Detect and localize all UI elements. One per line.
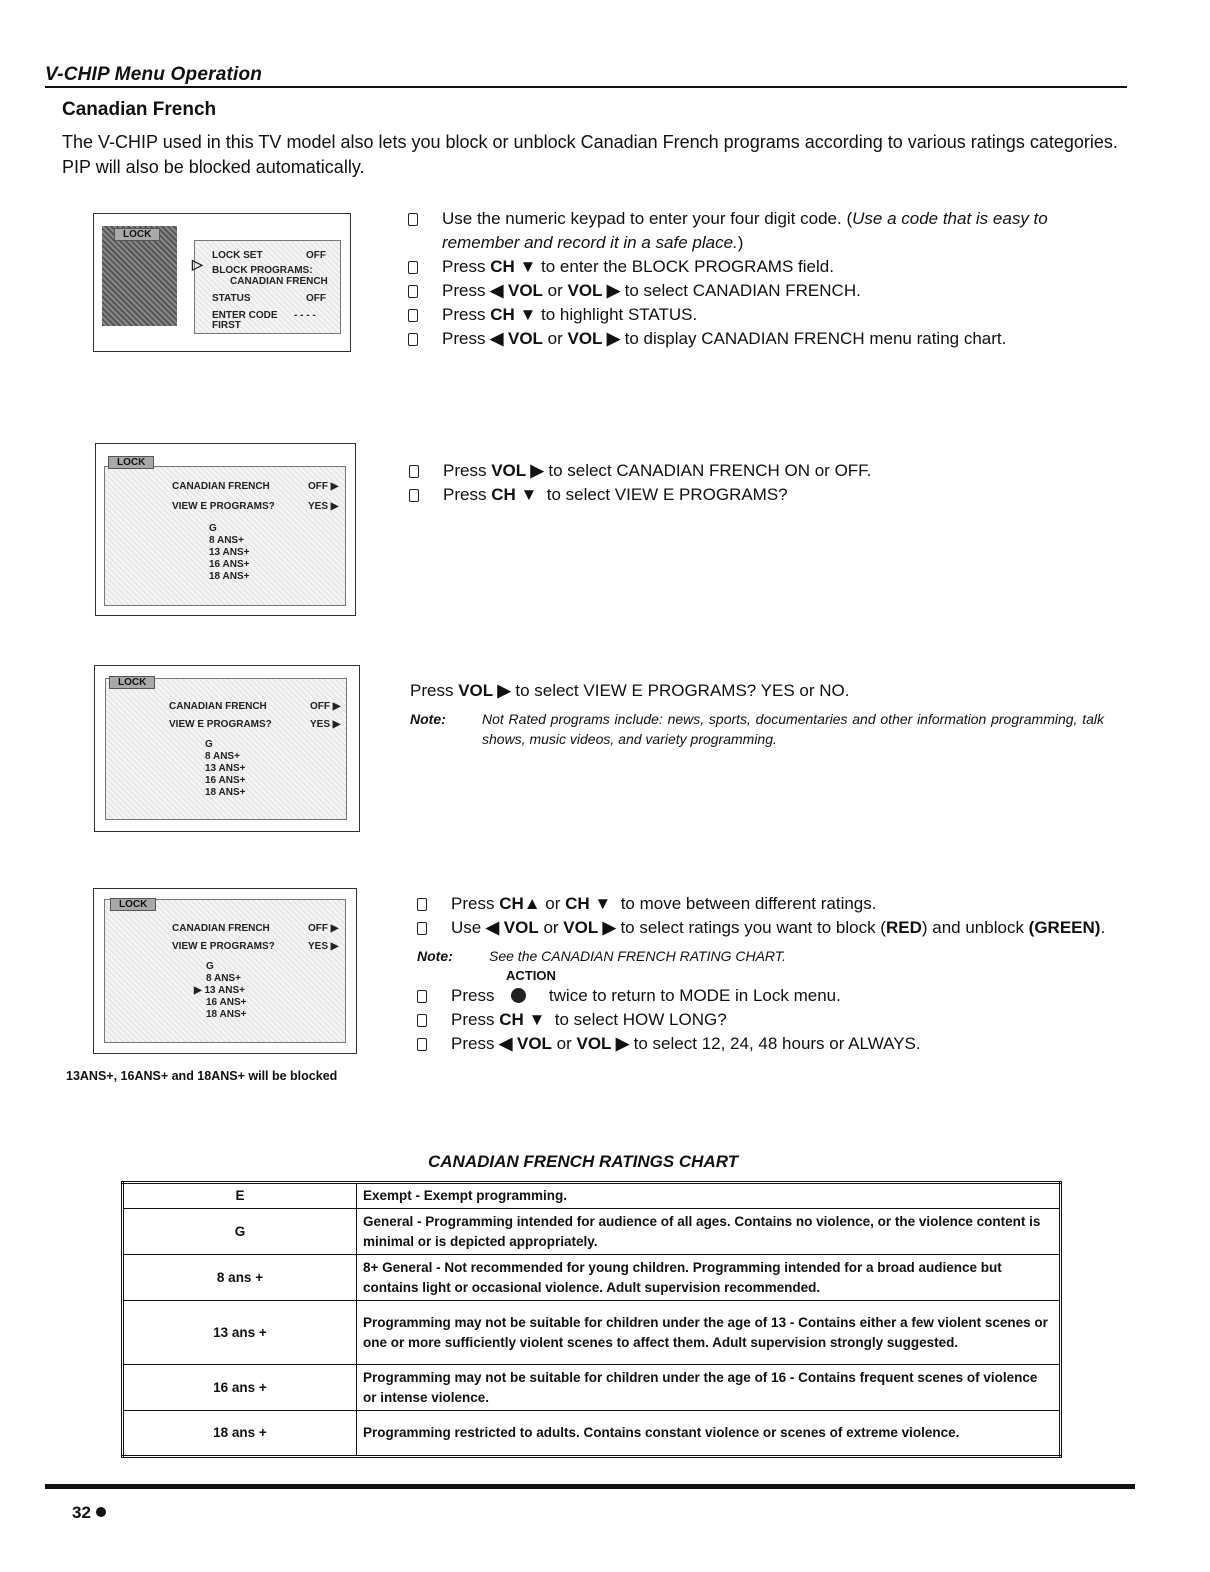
checkbox-bullet-icon (408, 309, 418, 322)
screen-code-value: - - - - (294, 310, 316, 321)
checkbox-bullet-icon (408, 333, 418, 346)
step: Press ◀ VOL or VOL ▶ to display CANADIAN FRENCH menu rating chart. (408, 327, 1108, 351)
screen-canadian-french: CANADIAN FRENCH (172, 481, 270, 492)
step: Press CH ▼ to select HOW LONG? (417, 1008, 1107, 1032)
table-row (123, 1255, 1061, 1301)
steps-block-3 (410, 679, 1110, 749)
ratings-table (121, 1181, 1062, 1458)
screen-first: FIRST (212, 320, 241, 331)
rating-code: 13 ans + (123, 1301, 357, 1365)
rating-code: 18 ans + (123, 1411, 357, 1457)
screen-rating-13: 13 ANS+ (205, 763, 246, 774)
rating-description: Exempt - Exempt programming. (357, 1183, 1061, 1209)
table-row (123, 1411, 1061, 1457)
screen-canadian-french: CANADIAN FRENCH (172, 923, 270, 934)
screen-rating-8: 8 ANS+ (209, 535, 244, 546)
screen-view-e: VIEW E PROGRAMS? (172, 941, 275, 952)
page-number-text: 32 (72, 1503, 91, 1522)
step: Press VOL ▶ to select CANADIAN FRENCH ON or OFF. (409, 459, 1109, 483)
note: Note: Not Rated programs include: news, sports, documentaries and other information programming, talk shows, music videos, and variety programming. (410, 711, 1104, 747)
screen-view-e-value: YES ▶ (308, 501, 339, 512)
rating-description: Programming may not be suitable for children under the age of 16 - Contains frequent scenes of violence or intense violence. (357, 1365, 1061, 1411)
step: Press VOL ▶ to select VIEW E PROGRAMS? YES or NO. (410, 681, 850, 700)
screen-view-e-value: YES ▶ (310, 719, 341, 730)
screen-rating-g: G (206, 961, 214, 972)
checkbox-bullet-icon (417, 898, 427, 911)
screen-view-e-value: YES ▶ (308, 941, 339, 952)
rating-description: General - Programming intended for audience of all ages. Contains no violence, or the violence content is minimal or is depicted appropriately. (357, 1209, 1061, 1255)
screen-lockset-value: OFF (306, 250, 326, 261)
rating-description: Programming restricted to adults. Contains constant violence or scenes of extreme violence. (357, 1411, 1061, 1457)
checkbox-bullet-icon (417, 990, 427, 1003)
screen-rating-18: 18 ANS+ (206, 1009, 247, 1020)
checkbox-bullet-icon (408, 213, 418, 226)
screen-rating-16: 16 ANS+ (205, 775, 246, 786)
screen-rating-g: G (209, 523, 217, 534)
rating-code: G (123, 1209, 357, 1255)
lock-menu-screen-3 (94, 665, 360, 832)
screen-rating-13-selected: ▶ 13 ANS+ (194, 985, 245, 996)
checkbox-bullet-icon (417, 922, 427, 935)
note: Note: See the CANADIAN FRENCH RATING CHART. (417, 948, 786, 964)
checkbox-bullet-icon (409, 489, 419, 502)
steps-block-2 (409, 459, 1109, 507)
screen-panel (105, 678, 347, 820)
table-row (123, 1183, 1061, 1209)
step: Press CH ▼ to highlight STATUS. (408, 303, 1108, 327)
page-header-title: V-CHIP Menu Operation (45, 64, 263, 85)
screen-status: STATUS (212, 293, 251, 304)
screen-block-value: CANADIAN FRENCH (230, 276, 328, 287)
screen-rating-g: G (205, 739, 213, 750)
screen-panel (104, 899, 346, 1043)
steps-block-4 (417, 892, 1107, 1056)
screen-lockset: LOCK SET (212, 250, 263, 261)
screen-4-caption: 13ANS+, 16ANS+ and 18ANS+ will be blocked (66, 1069, 338, 1083)
step: Press CH ▼ to select VIEW E PROGRAMS? (409, 483, 1109, 507)
steps-block-1 (408, 207, 1108, 351)
step: Use the numeric keypad to enter your four digit code. (Use a code that is easy to remember and record it in a safe place.) (408, 207, 1108, 255)
step: Press twice to return to MODE in Lock menu. (417, 984, 1107, 1008)
rating-description: 8+ General - Not recommended for young children. Programming intended for a broad audience but contains light or occasional violence. Adult supervision recommended. (357, 1255, 1061, 1301)
table-row (123, 1365, 1061, 1411)
screen-rating-8: 8 ANS+ (206, 973, 241, 984)
footer-rule (45, 1484, 1135, 1489)
action-button-icon (511, 988, 526, 1003)
screen-tab-lock: LOCK (114, 228, 160, 241)
screen-block: BLOCK PROGRAMS: (212, 265, 313, 276)
screen-sidebar (102, 226, 177, 326)
screen-rating-16: 16 ANS+ (206, 997, 247, 1008)
lock-menu-screen-4 (93, 888, 357, 1054)
screen-rating-13: 13 ANS+ (209, 547, 250, 558)
screen-canadian-french: CANADIAN FRENCH (169, 701, 267, 712)
screen-rating-8: 8 ANS+ (205, 751, 240, 762)
section-title: Canadian French (62, 99, 217, 120)
page-number (72, 1503, 106, 1523)
screen-rating-16: 16 ANS+ (209, 559, 250, 570)
step: Press ◀ VOL or VOL ▶ to select CANADIAN FRENCH. (408, 279, 1108, 303)
action-label: ACTION (506, 968, 556, 983)
bullet-dot-icon (96, 1507, 106, 1517)
screen-status-value: OFF (306, 293, 326, 304)
lock-menu-screen-2 (95, 443, 356, 616)
intro-paragraph: The V-CHIP used in this TV model also lets you block or unblock Canadian French programs according to various ratings categories. PIP will also be blocked automatically. (62, 132, 1118, 177)
step: Press CH▲ or CH ▼ to move between different ratings. (417, 892, 1107, 916)
rating-code: 8 ans + (123, 1255, 357, 1301)
table-row (123, 1209, 1061, 1255)
lock-menu-screen-1 (93, 213, 351, 352)
step: Use ◀ VOL or VOL ▶ to select ratings you want to block (RED) and unblock (GREEN). (417, 916, 1107, 940)
step: Press CH ▼ to enter the BLOCK PROGRAMS field. (408, 255, 1108, 279)
screen-canadian-french-value: OFF ▶ (310, 701, 341, 712)
screen-tab-lock: LOCK (109, 676, 155, 689)
screen-tab-lock: LOCK (108, 456, 154, 469)
checkbox-bullet-icon (417, 1014, 427, 1027)
rating-code: 16 ans + (123, 1365, 357, 1411)
screen-canadian-french-value: OFF ▶ (308, 923, 339, 934)
screen-view-e: VIEW E PROGRAMS? (172, 501, 275, 512)
table-row (123, 1301, 1061, 1365)
checkbox-bullet-icon (408, 261, 418, 274)
header-rule (45, 86, 1127, 88)
screen-rating-18: 18 ANS+ (209, 571, 250, 582)
step: Press ◀ VOL or VOL ▶ to select 12, 24, 48 hours or ALWAYS. (417, 1032, 1107, 1056)
screen-tab-lock: LOCK (110, 898, 156, 911)
screen-view-e: VIEW E PROGRAMS? (169, 719, 272, 730)
screen-rating-18: 18 ANS+ (205, 787, 246, 798)
checkbox-bullet-icon (408, 285, 418, 298)
screen-canadian-french-value: OFF ▶ (308, 481, 339, 492)
rating-description: Programming may not be suitable for children under the age of 13 - Contains either a few violent scenes or one or more sufficiently violent scenes to affect them. Adult supervision strongly suggested. (357, 1301, 1061, 1365)
checkbox-bullet-icon (409, 465, 419, 478)
rating-code: E (123, 1183, 357, 1209)
checkbox-bullet-icon (417, 1038, 427, 1051)
screen-enter-code: ENTER CODE (212, 310, 278, 321)
ratings-chart-title: CANADIAN FRENCH RATINGS CHART (428, 1152, 739, 1171)
screen-arrow-icon: ▷ (192, 256, 203, 272)
